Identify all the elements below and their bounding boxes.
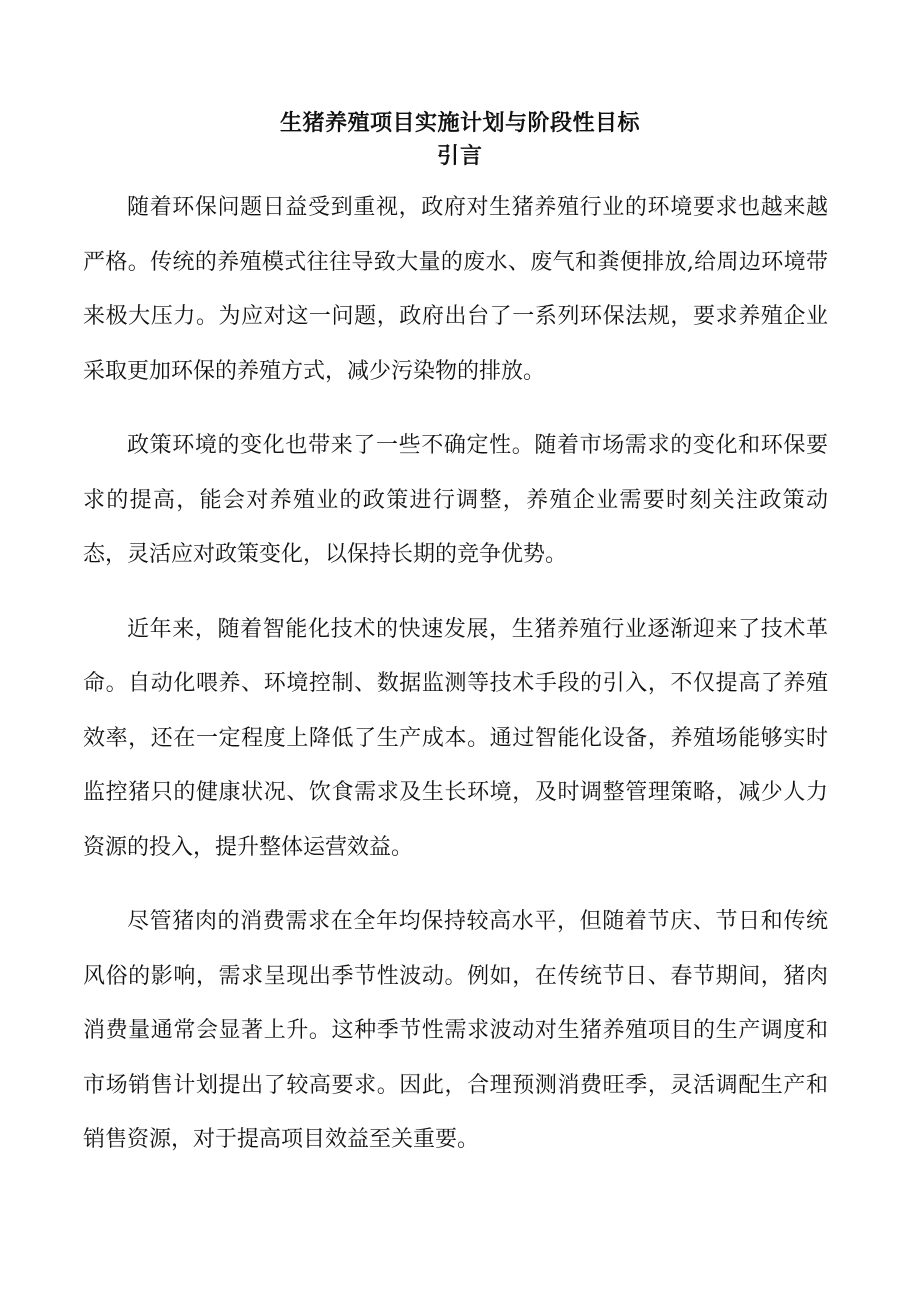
section-heading-introduction: 引言 — [436, 143, 483, 169]
document-body — [83, 181, 828, 1188]
document-title: 生猪养殖项目实施计划与阶段性目标 — [279, 110, 640, 136]
paragraph-policy-uncertainty: 政策环境的变化也带来了一些不确定性。随着市场需求的变化和环保要求的提高，能会对养殖业的政策进行调整，养殖企业需要时刻关注政策动态，灵活应对政策变化，以保持长期的竞争优势。 — [83, 433, 828, 567]
paragraph-seasonal-demand: 尽管猪肉的消费需求在全年均保持较高水平，但随着节庆、节日和传统风俗的影响，需求呈现出季节性波动。例如，在传统节日、春节期间，猪肉消费量通常会显著上升。这种季节性需求波动对生猪养殖项目的生产调度和市场销售计划提出了较高要求。因此，合理预测消费旺季，灵活调配生产和销售资源，对于提高项目效益至关重要。 — [83, 909, 828, 1152]
paragraph-smart-technology: 近年来，随着智能化技术的快速发展，生猪养殖行业逐渐迎来了技术革命。自动化喂养、环境控制、数据监测等技术手段的引入，不仅提高了养殖效率，还在一定程度上降低了生产成本。通过智能化设备，养殖场能够实时监控猪只的健康状况、饮食需求及生长环境，及时调整管理策略，减少人力资源的投入，提升整体运营效益。 — [83, 616, 828, 860]
paragraph-environmental-policy: 随着环保问题日益受到重视，政府对生猪养殖行业的环境要求也越来越严格。传统的养殖模式往往导致大量的废水、废气和粪便排放,给周边环境带来极大压力。为应对这一问题，政府出台了一系列环保法规，要求养殖企业采取更加环保的养殖方式，减少污染物的排放。 — [83, 195, 828, 384]
